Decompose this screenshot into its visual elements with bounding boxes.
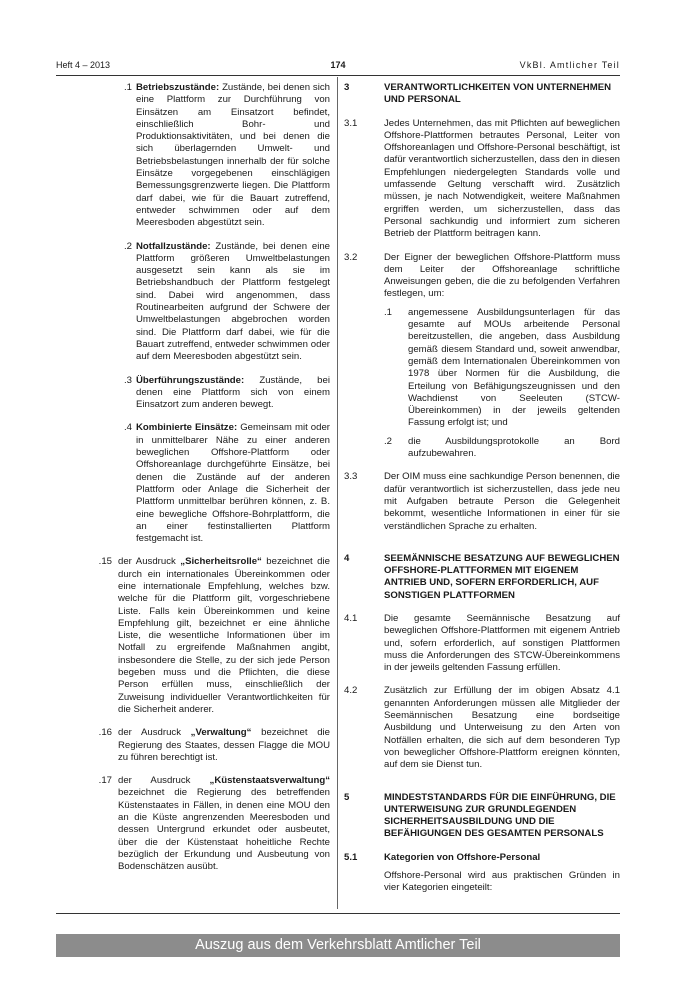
paragraph bbox=[344, 118, 620, 241]
item-number: .2 bbox=[123, 240, 132, 252]
list-item bbox=[344, 307, 620, 430]
column-divider bbox=[337, 77, 338, 909]
page-number: 174 bbox=[330, 60, 346, 70]
item-text: Zustände, bei denen eine Plattform sich von einem Einsatzort zum anderen bewegt. bbox=[136, 374, 330, 411]
definition-sub-item bbox=[86, 422, 330, 545]
definition-sub-item bbox=[86, 241, 330, 364]
section-heading bbox=[344, 82, 620, 107]
paragraph-text: Der OIM muss eine sachkundige Person benennen, die dafür verantwortlich ist sicherzustellen, dass jede neu mit Aufgaben betraute Person die Gelegenheit bekommt, wesentliche Informationen in einer für sie verständlichen Sprache zu erhalten. bbox=[384, 471, 620, 532]
item-text: bezeichnet die durch ein internationales Übereinkommen oder eine internationale Empfehlung, welches bzw. welche für die Plattform gilt, vorgeschriebene Liste. Falls kein Übereinkommen und keine Empfehlung gilt, bezeichnet er eine ähnliche Liste, die wesentliche Informationen über im Notfall zu ergreifende Maßnahmen angibt, insbesondere die Stelle, zu der sich jede Person begeben muss und die Pflichten, die diese Person erfüllen muss, einschließlich der Zuweisung individueller Verantwortlichkeiten für die Sicherheit anderer. bbox=[118, 556, 330, 715]
item-number: .4 bbox=[123, 422, 132, 434]
paragraph-text: Der Eigner der beweglichen Offshore-Plattform muss dem Leiter der Offshoreanlage schriftliche Anweisungen geben, die die zu befolgenden Verfahren festlegen, um: bbox=[384, 251, 620, 300]
paragraph bbox=[344, 870, 620, 895]
definition-sub-item bbox=[86, 82, 330, 230]
item-term: „Verwaltung“ bbox=[190, 727, 252, 739]
list-number: .2 bbox=[384, 435, 393, 447]
list-text: angemessene Ausbildungsunterlagen für das gesamte auf MOUs arbeitende Personal bereitzustellen, die angeben, dass Ausbildung gemäß diesem Standard und, soweit anwendbar, gemäß dem Internationalen Übereinkommen von 1978 über Normen für die Ausbildung, die Erteilung von Befähigungszeugnissen und den Wachdienst von Seeleuten (STCW-Übereinkommen) in der jeweils geltenden Fassung erfolgt ist; und bbox=[408, 306, 620, 429]
footer-banner: Auszug aus dem Verkehrsblatt Amtlicher Teil bbox=[56, 934, 620, 957]
item-prefix: der Ausdruck bbox=[118, 775, 210, 787]
item-number: .16 bbox=[98, 727, 112, 739]
item-text: Zustände, bei denen eine Plattform größeren Umweltbelastungen ausgesetzt sein kann als sie im Betriebshandbuch der Plattform festgelegt sind. Dabei wird angenommen, dass Routinearbeiten aufgrund der Schwere der Umweltbelastungen abgebrochen worden sind. Die Plattform darf dabei, wie für die Bauart zutreffend, entweder schwimmen oder auf dem Meeresboden abgestützt sein. bbox=[136, 240, 330, 363]
issue-label: Heft 4 – 2013 bbox=[56, 60, 111, 70]
item-text: Gemeinsam mit oder in unmittelbarer Nähe zu einer anderen beweglichen Offshore-Plattform oder Offshoreanlage durchgeführte Einsätze, bei denen die Zustände auf der anderen Plattform oder Anlage die Sicherheit der Plattform unmittelbar berühren können, z. B. eine bewegliche Offshore-Bohrplattform, die an einer festinstallierten Plattform festgemacht ist. bbox=[136, 422, 330, 545]
definition-sub-item bbox=[86, 375, 330, 412]
paragraph-number: 3.1 bbox=[344, 117, 358, 129]
section-number: 3 bbox=[344, 82, 350, 93]
paragraph-text: Die gesamte Seemännische Besatzung auf beweglichen Offshore-Plattformen mit eigenem Antrieb und, sofern erforderlich, auf sonstigen Plattformen muss die Anforderungen des STCW-Übereinkommens in der jeweils geltenden Fassung erfüllen. bbox=[384, 612, 620, 674]
item-number: .1 bbox=[123, 82, 132, 93]
item-number: .15 bbox=[98, 556, 112, 568]
definition-item bbox=[86, 727, 330, 764]
paragraph-number: 3.3 bbox=[344, 471, 358, 483]
footer-rule bbox=[56, 913, 620, 914]
paragraph-number: 4.2 bbox=[344, 685, 358, 697]
section-title: MINDESTSTANDARDS FÜR DIE EINFÜHRUNG, DIE UNTERWEISUNG ZUR GRUNDLEGENDEN SICHERHEITSAUSBILDUNG UND DIE BEFÄHIGUNGEN DES GESAMTEN PERSONALS bbox=[384, 791, 616, 840]
right-column bbox=[344, 82, 620, 906]
page-header bbox=[56, 60, 620, 74]
item-term: Kombinierte Einsätze: bbox=[136, 422, 238, 434]
item-term: Überführungszustände: bbox=[136, 374, 245, 386]
left-column bbox=[86, 82, 330, 885]
paragraph-text: Offshore-Personal wird aus praktischen Gründen in vier Kategorien eingeteilt: bbox=[384, 870, 620, 894]
definition-item bbox=[86, 556, 330, 716]
list-item bbox=[344, 436, 620, 461]
section-title: VERANTWORTLICHKEITEN VON UNTERNEHMEN UND PERSONAL bbox=[384, 82, 612, 106]
item-number: .3 bbox=[123, 374, 132, 386]
item-text: bezeichnet die Regierung des betreffenden Küstenstaates in Fällen, in denen eine MOU den an die Küste angrenzenden Meeresboden und dessen Untergrund erkundet oder ausbeutet, über die der Küstenstaat hoheitliche Rechte bezüglich der Erkundung und Ausbeutung von Bodenschätzen ausübt. bbox=[118, 787, 330, 873]
paragraph-number: 4.1 bbox=[344, 612, 358, 624]
paragraph bbox=[344, 685, 620, 771]
item-number: .17 bbox=[98, 775, 112, 787]
subsection-heading bbox=[344, 852, 620, 864]
paragraph-text: Zusätzlich zur Erfüllung der im obigen Absatz 4.1 genannten Anforderungen müssen alle Mitglieder der Seemännischen Besatzung eine bordseitige Ausbildung und Unterweisung zu den Arten von Notfällen erhalten, die sich auf dem besonderen Typ von beweglicher Offshore-Plattform ereignen könnten, auf dem sie Dienst tun. bbox=[384, 685, 620, 771]
section-title: SEEMÄNNISCHE BESATZUNG AUF BEWEGLICHEN OFFSHORE-PLATTFORMEN MIT EIGENEM ANTRIEB UND, SOFERN ERFORDERLICH, AUF SONSTIGEN PLATTFORMEN bbox=[384, 552, 620, 601]
item-text: Zustände, bei denen sich eine Plattform zur Durchführung von Einsätzen am Einsatzort befindet, einschließlich Bohr- und Produktionsaktivitäten, und bei denen die sich überlagernden Umwelt- und Betriebsbelastungen innerhalb der für solche Einsätze vorgegebenen einschlägigen Bemessungsgrenzwerte liegen. Die Plattform darf dabei, wie für die Bauart zutreffend, entweder schwimmen oder auf dem Meeresboden abgestützt sein. bbox=[136, 82, 330, 229]
section-title: Kategorien von Offshore-Personal bbox=[384, 851, 541, 863]
paragraph-text: Jedes Unternehmen, das mit Pflichten auf beweglichen Offshore-Plattformen betrautes Personal, Leiter von Offshoreanlagen und Offshore-Personal beschäftigt, ist dafür verantwortlich sicherzustellen, dass den in diesen Empfehlungen niedergelegten Standards volle und umfassende Geltung verschafft wird. Zusätzlich müssen, je nach Notwendigkeit, weitere Maßnahmen ergriffen werden, um sicherzustellen, dass das Personal sachkundig und informiert zum sicheren Betrieb der Plattform beitragen kann. bbox=[384, 117, 620, 240]
definition-item bbox=[86, 775, 330, 873]
section-number: 5 bbox=[344, 791, 350, 803]
item-prefix: der Ausdruck bbox=[118, 727, 191, 739]
section-heading bbox=[344, 553, 620, 602]
paragraph bbox=[344, 613, 620, 674]
paragraph bbox=[344, 471, 620, 532]
paragraph bbox=[344, 252, 620, 301]
list-number: .1 bbox=[384, 306, 393, 318]
section-heading bbox=[344, 792, 620, 841]
item-term: Betriebszustände: bbox=[136, 82, 220, 93]
header-rule bbox=[56, 75, 620, 76]
item-term: „Küstenstaatsverwaltung“ bbox=[209, 775, 330, 787]
section-number: 5.1 bbox=[344, 851, 358, 863]
item-prefix: der Ausdruck bbox=[118, 556, 181, 568]
list-text: die Ausbildungsprotokolle an Bord aufzubewahren. bbox=[408, 435, 620, 460]
section-number: 4 bbox=[344, 552, 350, 564]
paragraph-number: 3.2 bbox=[344, 251, 358, 263]
item-text: bezeichnet die Regierung des Staates, dessen Flagge die MOU zu führen berechtigt ist. bbox=[118, 727, 330, 763]
item-term: „Sicherheitsrolle“ bbox=[180, 556, 262, 568]
item-term: Notfallzustände: bbox=[136, 240, 211, 252]
journal-title: VkBl. Amtlicher Teil bbox=[519, 60, 620, 70]
